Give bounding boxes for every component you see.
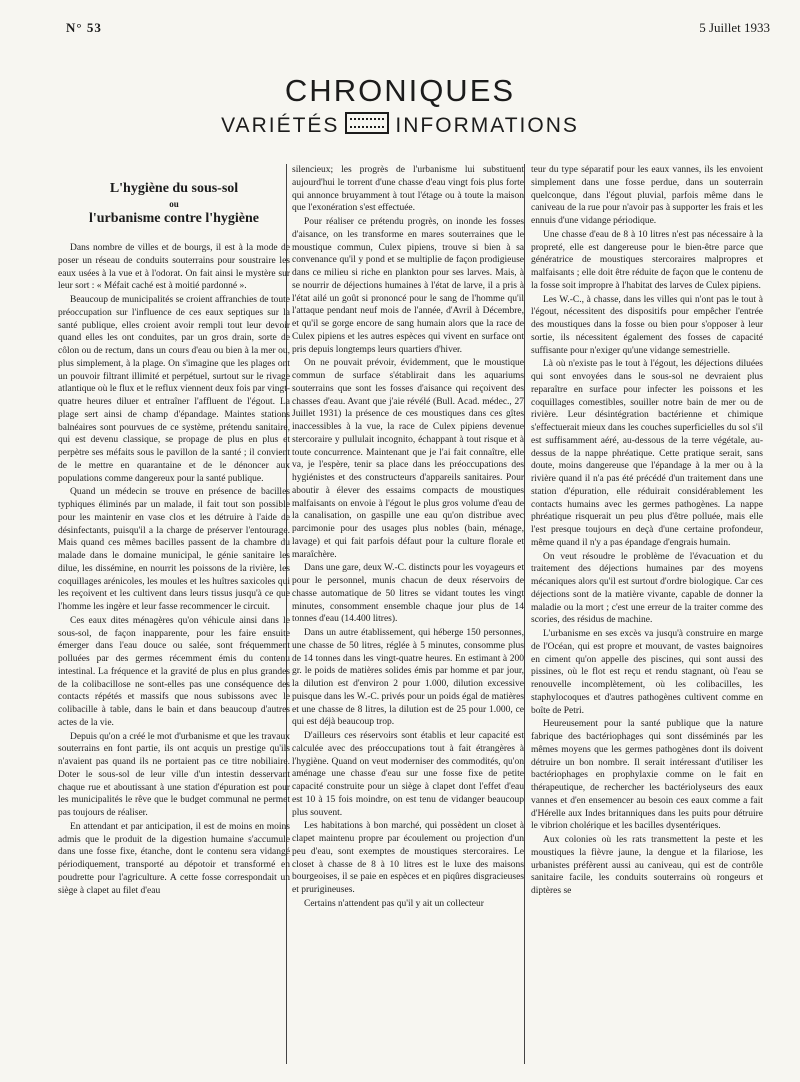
column-1	[58, 170, 290, 898]
issue-number: N° 53	[66, 20, 102, 35]
article-title	[58, 180, 290, 228]
paragraph: Aux colonies où les rats transmettent la peste et les moustiques la fièvre jaune, la dengue et la filariose, les urbanistes préfèrent aussi au caniveau, qui est de contrôle sanitaire facile, les conduits souterrains où rongeurs et diptères se	[531, 835, 763, 896]
paragraph: Certains n'attendent pas qu'il y ait un collecteur	[304, 898, 484, 909]
paragraph: Les W.-C., à chasse, dans les villes qui n'ont pas le tout à l'égout, nécessitent des dispositifs pour empêcher l'entrée des moustiques dans la fosse ou bien pour s'opposer à leur sortie, ils nécessitent également des fosses de capacité suffisante pour n'exiger qu'une vidange semestrielle.	[531, 294, 763, 356]
column-rule	[524, 164, 525, 1064]
masthead	[0, 74, 800, 139]
page-header	[66, 20, 770, 44]
article-title-ou: ou	[169, 199, 179, 209]
ornament-icon	[345, 112, 389, 134]
masthead-informations: INFORMATIONS	[395, 114, 579, 137]
paragraph: Dans nombre de villes et de bourgs, il est à la mode de poser un réseau de conduits souterrains pour soustraire les eaux usées à la vue et à l'odorat. On fait ainsi le mystère sur leur sort : « Méfait caché est à moitié pardonné ».	[58, 243, 290, 292]
paragraph: Dans une gare, deux W.-C. distincts pour les voyageurs et pour le personnel, munis chacun de deux réservoirs de chasse automatique de 50 litres se vidant toutes les vingt minutes, consomment ensemble chaque jour plus de 14 tonnes d'eau (14.400 litres).	[292, 563, 524, 625]
paragraph: silencieux; les progrès de l'urbanisme lui substituent aujourd'hui le torrent d'une chasse d'eau vingt fois plus forte qui annonce bruyamment à tout l'étage ou à toute la maison que l'exonération s'est effectuée.	[292, 165, 524, 214]
paragraph: En attendant et par anticipation, il est de moins en moins admis que le produit de la digestion humaine s'accumule dans une fosse fixe, étanche, dont le contenu sera vidangé périodiquement, transporté au dépotoir et transformé en poudrette pour l'agriculture. A cette fosse correspondait un siège à clapet au filet d'eau	[58, 821, 290, 896]
column-2	[292, 164, 524, 912]
masthead-title: CHRONIQUES	[284, 73, 516, 108]
paragraph: Ces eaux dites ménagères qu'on véhicule ainsi dans le sous-sol, de façon inapparente, pour les faire ensuite émerger dans l'eau douce ou salée, sont fréquemment polluées par des germes récemment émis du contenu intestinal. La fréquence et la gravité de plus en plus grandes de la colibacillose ne sont-elles pas une conséquence des contacts répétés et massifs que nous subissons avec le colibacille à table, dans le bain et dans beaucoup d'autres actes de la vie.	[58, 615, 290, 728]
paragraph: Dans un autre établissement, qui héberge 150 personnes, une chasse de 50 litres, réglée à 5 minutes, consomme plus de 14 tonnes dans les vingt-quatre heures. En estimant à 200 gr. le poids de matières solides émis par homme et par jour, la dilution est d'environ 2 pour 1.000, dilution excessive puisque dans les W.-C. privés pour un poids égal de matières et une chasse de 8 litres, la dilution est de 25 pour 1.000, ce qui est déjà beaucoup trop.	[292, 628, 524, 728]
paragraph: Heureusement pour la santé publique que la nature fabrique des bactériophages qui sont disséminés par les mêmes moyens que les germes pathogènes dont ils doivent détruire un bon nombre. Il serait intéressant d'utiliser les bactériophages en prophylaxie comme on le fait en thérapeutique, de rechercher les bactériolyseurs des eaux vannes et d'en ensemencer au besoin ces eaux comme a fait d'Hérelle aux Indes britanniques dans les puits pour détruire le vibrion cholérique et les bacilles dysentériques.	[531, 719, 763, 832]
paragraph: Là où n'existe pas le tout à l'égout, les déjections diluées qui sont envoyées dans le sous-sol ne devraient plus reparaître en surface pour infecter les poissons et les coquillages comestibles, souiller notre bain de mer ou de rivière. Leur désintégration bactérienne et chimique s'effectuerait mieux dans les couches superficielles du sol s'il est suffisamment aéré, au-dessous de la terre végétale, au-dessus de la nappe phréatique. Cette pratique serait, sans doute, moins dangereuse que l'épandage à la mer ou à la rivière quand il n'a pas été précédé d'un traitement dans une station d'épuration, elle réduirait considérablement les contacts humains avec les germes pathogènes. La nappe phréatique risquerait un peu plus d'être polluée, mais elle l'est presque toujours en deçà d'une certaine profondeur, même quand il n'y a pas épandage d'engrais humain.	[531, 359, 763, 548]
masthead-varietes: VARIÉTÉS	[221, 114, 340, 137]
paragraph: Pour réaliser ce prétendu progrès, on inonde les fosses d'aisance, on les transforme en mares souterraines que le moustique commun, Culex pipiens, trouve si bien à sa convenance qu'il y pond et se multiplie de façon prodigieuse dans ce milieu si riche en plankton pour ses larves. Mais, à se nourrir de déjections humaines à l'état de larve, il a pris à l'état ailé un goût si prononcé pour le sang de l'homme qu'il l'attaque pendant neuf mois de l'année, d'Avril à Décembre, et qu'il se gorge encore de sang humain alors que la race de Culex pipiens et les autres espèces qui vivent en surface ont pris depuis longtemps leurs quartiers d'hiver.	[292, 217, 524, 355]
paragraph: On ne pouvait prévoir, évidemment, que le moustique commun de surface s'établirait dans les aquariums souterrains que sont les fosses d'aisance qui reçoivent des chasses d'eau. Avant que j'aie révélé (Bull. Acad. médec., 27 Juillet 1931) la présence de ces moustiques dans ces gîtes inaccessibles à la vue, la race de Culex pipiens devenue stercoraire y pullulait incognito, échappant à tout risque et à toute concurrence. Maintenant que je l'ai fait connaître, elle va, je l'espère, tenir sa place dans les préoccupations des hygiénistes et des constructeurs d'appareils sanitaires. Pour aboutir à élever des essaims compacts de moustiques malfaisants on envoie à l'égout le plus gros volume d'eau de la canalisation, on gaspille une eau qu'on distribue avec parcimonie pour des usages plus nobles (bain, ménage, lavage) et qui fait parfois défaut pour la culture florale et maraîchère.	[292, 358, 524, 560]
paragraph: Quand un médecin se trouve en présence de bacilles typhiques éliminés par un malade, il fait tout son possible pour les maintenir en vase clos et les détruire à l'aide de désinfectants, puisqu'il a la charge de préserver l'entourage. Mais quand ces mêmes bacilles passent de la chambre du malade dans le domaine municipal, le génie sanitaire les dilue, les dissémine, en nourrit les poissons de la rivière, les coquillages arénicoles, les moules et les huîtres saxicoles qui les reçoivent et les cultivent dans leurs tissus jusqu'à ce que l'homme les ingère et leur fasse recommencer le circuit.	[58, 487, 290, 612]
masthead-subtitle	[0, 112, 800, 139]
issue-date: 5 Juillet 1933	[699, 20, 770, 35]
article-title-line2: l'urbanisme contre l'hygiène	[88, 211, 260, 226]
article-title-line1: L'hygiène du sous-sol	[109, 181, 239, 196]
paragraph: Depuis qu'on a créé le mot d'urbanisme et que les travaux souterrains en font partie, ils ont acquis un prestige qu'ils n'avaient pas quand ils ne portaient pas ce titre nobiliaire. Doter le sous-sol de leur ville d'un intestin desservant chaque rue et aboutissant à une station d'épuration est pour les municipalités le rêve que le budget communal ne permet pas toujours de réaliser.	[58, 731, 290, 818]
paragraph: L'urbanisme en ses excès va jusqu'à construire en marge de l'Océan, qui est propre et mouvant, de vastes baignoires en ciment qu'on appelle des piscines, qui sont aussi des pissines, où le flot est reçu et rendu stagnant, où l'eau se renouvelle incomplètement, où les colibacilles, les staphylocoques et d'autres pathogènes cultivent comme en boîte de Petri.	[531, 629, 763, 716]
paragraph: Beaucoup de municipalités se croient affranchies de toute préoccupation sur l'influence de ces eaux septiques sur la santé publique, elles croient avoir rempli tout leur devoir quand elles les ont conduites, par un gros drain, sorte de côlon ou de rectum, dans un cours d'eau ou bien à la mer ou, plus simplement, à la plage. On s'imagine que les plages ont un pouvoir filtrant illimité et perpétuel, surtout sur le rivage atlantique où le flux et le reflux viennent deux fois par vingt-quatre heures diluer et entraîner l'affluent de l'égout. La plage sert ainsi de champ d'épandage. Maintes stations balnéaires sont pourvues de ce système, prétendu sanitaire, qui est devenu classique, se propage de plus en plus et perpètre ses méfaits sous le pavillon de la santé ; il convient de le mettre en quarantaine et de le dénoncer aux populations comme dangereux pour la santé publique.	[58, 295, 290, 484]
paragraph: D'ailleurs ces réservoirs sont établis et leur capacité est calculée avec des préoccupations tout à fait étrangères à l'hygiène. Quand on veut moderniser des commodités, qu'on aménage une chasse d'eau sur une fosse fixe de petite capacité construite pour un siège à clapet dont l'effet d'eau est 10 à 15 fois moindre, on est tenu de vidanger beaucoup plus souvent.	[292, 731, 524, 818]
column-3	[531, 164, 763, 899]
paragraph: Une chasse d'eau de 8 à 10 litres n'est pas nécessaire à la propreté, elle est dangereuse pour le bien-être parce que génératrice de moustiques stercoraires malpropres et malfaisants ; elle doit être réduite de façon que le contenu de la fosse soit impropre à l'habitat des larves de Culex pipiens.	[531, 229, 763, 291]
paragraph: On veut résoudre le problème de l'évacuation et du traitement des déjections humaines par des moyens mécaniques alors qu'il est surtout d'ordre biologique. Car ces déjections sont de la matière vivante, capable de donner la maladie ou la mort ; c'est une erreur de la traiter comme des scories, des résidus de machine.	[531, 551, 763, 626]
paragraph: Les habitations à bon marché, qui possèdent un closet à clapet maintenu propre par écoulement ou projection d'un peu d'eau, sont exemptes de moustiques stercoraires. Le closet à chasse de 8 à 10 litres est le luxe des maisons bourgeoises, il se paie en espèces et en piqûres disgracieuses et prurigineuses.	[292, 821, 524, 895]
paragraph: teur du type séparatif pour les eaux vannes, ils les envoient simplement dans une fosse perdue, dans un souterrain quelconque, dans l'égout pluvial, parfois même dans le caniveau de la rue pour n'avoir pas à supporter les frais et les ennuis d'une vidange périodique.	[531, 165, 763, 226]
